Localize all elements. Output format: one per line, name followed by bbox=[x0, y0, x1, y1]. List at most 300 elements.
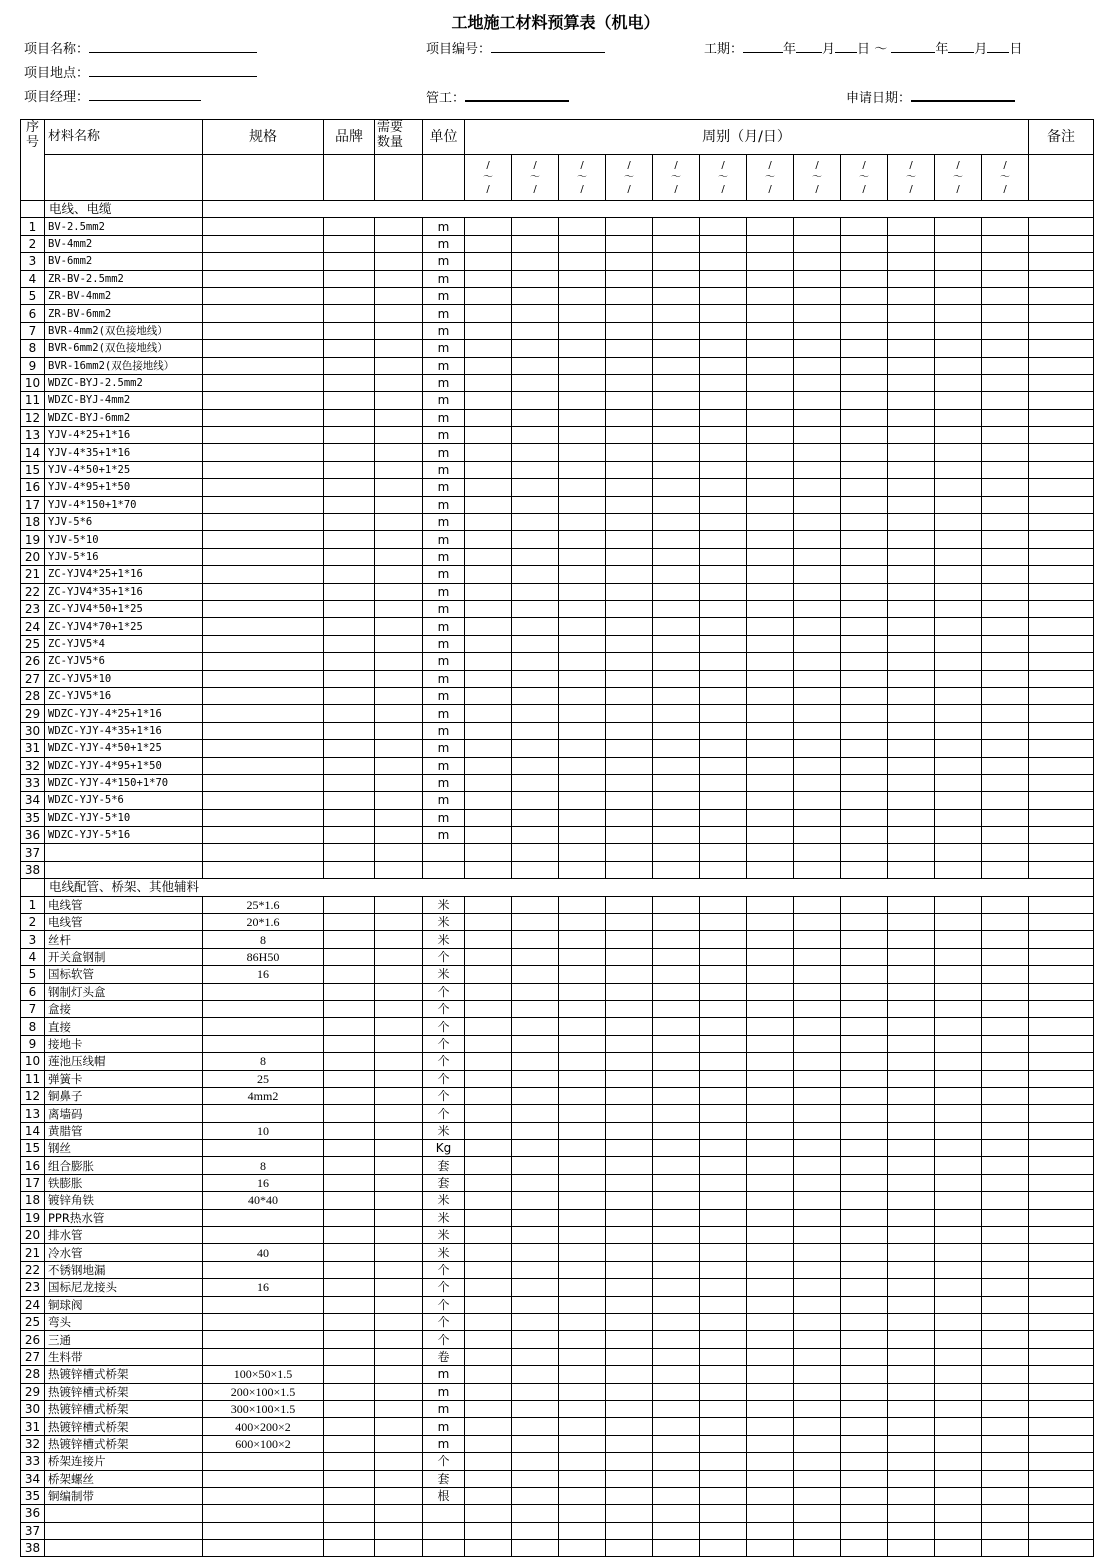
row-week-cell[interactable] bbox=[935, 392, 982, 409]
row-week-cell[interactable] bbox=[982, 374, 1029, 391]
row-week-cell[interactable] bbox=[935, 653, 982, 670]
row-qty[interactable] bbox=[375, 514, 423, 531]
row-week-cell[interactable] bbox=[512, 809, 559, 826]
row-week-cell[interactable] bbox=[982, 948, 1029, 965]
row-brand[interactable] bbox=[324, 270, 375, 287]
row-qty[interactable] bbox=[375, 1244, 423, 1261]
row-spec[interactable] bbox=[203, 1453, 324, 1470]
row-week-cell[interactable] bbox=[465, 1261, 512, 1278]
row-week-cell[interactable] bbox=[841, 1348, 888, 1365]
row-week-cell[interactable] bbox=[559, 322, 606, 339]
row-unit[interactable]: m bbox=[423, 461, 465, 478]
row-week-cell[interactable] bbox=[559, 1400, 606, 1417]
row-week-cell[interactable] bbox=[606, 531, 653, 548]
row-week-cell[interactable] bbox=[888, 461, 935, 478]
row-week-cell[interactable] bbox=[700, 1505, 747, 1522]
row-week-cell[interactable] bbox=[841, 757, 888, 774]
row-week-cell[interactable] bbox=[982, 600, 1029, 617]
row-week-cell[interactable] bbox=[982, 931, 1029, 948]
row-week-cell[interactable] bbox=[512, 374, 559, 391]
row-week-cell[interactable] bbox=[606, 514, 653, 531]
row-week-cell[interactable] bbox=[512, 531, 559, 548]
row-week-cell[interactable] bbox=[888, 1331, 935, 1348]
row-week-cell[interactable] bbox=[700, 1453, 747, 1470]
row-week-cell[interactable] bbox=[747, 1035, 794, 1052]
row-material-name[interactable]: 直接 bbox=[45, 1018, 203, 1035]
row-material-name[interactable]: 接地卡 bbox=[45, 1035, 203, 1052]
row-week-cell[interactable] bbox=[653, 287, 700, 304]
row-unit[interactable]: m bbox=[423, 357, 465, 374]
row-week-cell[interactable] bbox=[888, 427, 935, 444]
row-week-cell[interactable] bbox=[794, 1522, 841, 1539]
row-week-cell[interactable] bbox=[888, 1453, 935, 1470]
row-brand[interactable] bbox=[324, 1505, 375, 1522]
row-spec[interactable] bbox=[203, 1227, 324, 1244]
row-week-cell[interactable] bbox=[700, 1522, 747, 1539]
row-unit[interactable]: 根 bbox=[423, 1487, 465, 1504]
row-week-cell[interactable] bbox=[559, 1000, 606, 1017]
row-material-name[interactable]: YJV-4*25+1*16 bbox=[45, 427, 203, 444]
row-week-cell[interactable] bbox=[747, 896, 794, 913]
row-week-cell[interactable] bbox=[559, 444, 606, 461]
row-week-cell[interactable] bbox=[559, 392, 606, 409]
row-week-cell[interactable] bbox=[606, 1314, 653, 1331]
row-week-cell[interactable] bbox=[465, 548, 512, 565]
row-week-cell[interactable] bbox=[559, 792, 606, 809]
row-remark[interactable] bbox=[1029, 1227, 1094, 1244]
row-week-cell[interactable] bbox=[794, 566, 841, 583]
row-week-cell[interactable] bbox=[935, 461, 982, 478]
row-week-cell[interactable] bbox=[653, 357, 700, 374]
row-remark[interactable] bbox=[1029, 479, 1094, 496]
row-qty[interactable] bbox=[375, 270, 423, 287]
row-week-cell[interactable] bbox=[700, 653, 747, 670]
row-remark[interactable] bbox=[1029, 1279, 1094, 1296]
row-week-cell[interactable] bbox=[512, 827, 559, 844]
row-week-cell[interactable] bbox=[559, 635, 606, 652]
row-week-cell[interactable] bbox=[465, 1331, 512, 1348]
row-spec[interactable] bbox=[203, 340, 324, 357]
row-week-cell[interactable] bbox=[982, 427, 1029, 444]
row-week-cell[interactable] bbox=[982, 1505, 1029, 1522]
row-week-cell[interactable] bbox=[841, 322, 888, 339]
row-week-cell[interactable] bbox=[794, 1227, 841, 1244]
row-unit[interactable]: 米 bbox=[423, 1122, 465, 1139]
row-remark[interactable] bbox=[1029, 1070, 1094, 1087]
row-week-cell[interactable] bbox=[935, 896, 982, 913]
row-week-cell[interactable] bbox=[606, 861, 653, 878]
row-brand[interactable] bbox=[324, 1018, 375, 1035]
row-week-cell[interactable] bbox=[982, 1035, 1029, 1052]
row-qty[interactable] bbox=[375, 1192, 423, 1209]
row-week-cell[interactable] bbox=[982, 844, 1029, 861]
row-week-cell[interactable] bbox=[653, 1435, 700, 1452]
row-week-cell[interactable] bbox=[465, 1366, 512, 1383]
row-week-cell[interactable] bbox=[653, 1383, 700, 1400]
row-week-cell[interactable] bbox=[653, 844, 700, 861]
row-week-cell[interactable] bbox=[935, 1400, 982, 1417]
row-week-cell[interactable] bbox=[794, 583, 841, 600]
row-week-cell[interactable] bbox=[559, 409, 606, 426]
row-remark[interactable] bbox=[1029, 635, 1094, 652]
row-week-cell[interactable] bbox=[888, 1279, 935, 1296]
row-week-cell[interactable] bbox=[465, 270, 512, 287]
row-week-cell[interactable] bbox=[465, 740, 512, 757]
row-week-cell[interactable] bbox=[935, 253, 982, 270]
row-week-cell[interactable] bbox=[935, 340, 982, 357]
row-week-cell[interactable] bbox=[841, 1018, 888, 1035]
row-week-cell[interactable] bbox=[888, 287, 935, 304]
row-week-cell[interactable] bbox=[559, 305, 606, 322]
row-week-cell[interactable] bbox=[982, 861, 1029, 878]
row-week-cell[interactable] bbox=[512, 1174, 559, 1191]
row-week-cell[interactable] bbox=[465, 461, 512, 478]
row-brand[interactable] bbox=[324, 705, 375, 722]
row-week-cell[interactable] bbox=[606, 496, 653, 513]
row-week-cell[interactable] bbox=[841, 1140, 888, 1157]
row-week-cell[interactable] bbox=[935, 861, 982, 878]
row-week-cell[interactable] bbox=[559, 253, 606, 270]
row-qty[interactable] bbox=[375, 427, 423, 444]
row-week-cell[interactable] bbox=[700, 1540, 747, 1557]
row-week-cell[interactable] bbox=[794, 1314, 841, 1331]
row-week-cell[interactable] bbox=[747, 479, 794, 496]
row-week-cell[interactable] bbox=[653, 392, 700, 409]
row-week-cell[interactable] bbox=[606, 1157, 653, 1174]
row-week-cell[interactable] bbox=[653, 600, 700, 617]
row-week-cell[interactable] bbox=[606, 774, 653, 791]
row-week-cell[interactable] bbox=[653, 1540, 700, 1557]
row-spec[interactable] bbox=[203, 827, 324, 844]
row-brand[interactable] bbox=[324, 514, 375, 531]
row-week-cell[interactable] bbox=[653, 427, 700, 444]
row-week-cell[interactable] bbox=[512, 1540, 559, 1557]
row-week-cell[interactable] bbox=[935, 966, 982, 983]
row-material-name[interactable]: WDZC-YJY-4*25+1*16 bbox=[45, 705, 203, 722]
week-date-cell[interactable] bbox=[700, 155, 747, 201]
row-week-cell[interactable] bbox=[982, 1192, 1029, 1209]
row-week-cell[interactable] bbox=[465, 1470, 512, 1487]
row-week-cell[interactable] bbox=[888, 514, 935, 531]
row-week-cell[interactable] bbox=[841, 253, 888, 270]
row-material-name[interactable]: ZC-YJV5*16 bbox=[45, 687, 203, 704]
row-week-cell[interactable] bbox=[888, 966, 935, 983]
row-week-cell[interactable] bbox=[747, 653, 794, 670]
row-week-cell[interactable] bbox=[559, 1018, 606, 1035]
row-material-name[interactable]: 开关盒钢制 bbox=[45, 948, 203, 965]
row-material-name[interactable]: ZC-YJV4*70+1*25 bbox=[45, 618, 203, 635]
row-week-cell[interactable] bbox=[747, 270, 794, 287]
row-week-cell[interactable] bbox=[794, 322, 841, 339]
row-material-name[interactable]: 弯头 bbox=[45, 1314, 203, 1331]
row-week-cell[interactable] bbox=[700, 1035, 747, 1052]
row-material-name[interactable]: ZC-YJV5*10 bbox=[45, 670, 203, 687]
row-week-cell[interactable] bbox=[606, 1122, 653, 1139]
row-week-cell[interactable] bbox=[747, 1400, 794, 1417]
row-week-cell[interactable] bbox=[653, 1470, 700, 1487]
row-week-cell[interactable] bbox=[653, 1105, 700, 1122]
row-week-cell[interactable] bbox=[935, 1314, 982, 1331]
row-spec[interactable] bbox=[203, 514, 324, 531]
row-week-cell[interactable] bbox=[935, 809, 982, 826]
row-week-cell[interactable] bbox=[700, 1296, 747, 1313]
row-week-cell[interactable] bbox=[653, 322, 700, 339]
row-brand[interactable] bbox=[324, 1348, 375, 1365]
row-week-cell[interactable] bbox=[465, 1053, 512, 1070]
row-week-cell[interactable] bbox=[465, 1000, 512, 1017]
row-unit[interactable]: m bbox=[423, 635, 465, 652]
row-week-cell[interactable] bbox=[559, 496, 606, 513]
row-week-cell[interactable] bbox=[794, 253, 841, 270]
row-week-cell[interactable] bbox=[841, 1522, 888, 1539]
row-qty[interactable] bbox=[375, 1018, 423, 1035]
row-week-cell[interactable] bbox=[512, 427, 559, 444]
row-week-cell[interactable] bbox=[841, 461, 888, 478]
row-week-cell[interactable] bbox=[794, 1331, 841, 1348]
row-week-cell[interactable] bbox=[700, 305, 747, 322]
row-week-cell[interactable] bbox=[982, 357, 1029, 374]
row-week-cell[interactable] bbox=[935, 1105, 982, 1122]
row-unit[interactable]: 个 bbox=[423, 1018, 465, 1035]
row-week-cell[interactable] bbox=[653, 566, 700, 583]
row-week-cell[interactable] bbox=[935, 1261, 982, 1278]
row-week-cell[interactable] bbox=[747, 809, 794, 826]
row-week-cell[interactable] bbox=[465, 809, 512, 826]
row-week-cell[interactable] bbox=[982, 1174, 1029, 1191]
row-week-cell[interactable] bbox=[653, 670, 700, 687]
row-week-cell[interactable] bbox=[935, 1192, 982, 1209]
row-qty[interactable] bbox=[375, 531, 423, 548]
row-week-cell[interactable] bbox=[465, 1540, 512, 1557]
row-week-cell[interactable] bbox=[512, 1435, 559, 1452]
row-qty[interactable] bbox=[375, 479, 423, 496]
row-week-cell[interactable] bbox=[653, 740, 700, 757]
row-qty[interactable] bbox=[375, 1453, 423, 1470]
row-week-cell[interactable] bbox=[794, 931, 841, 948]
row-week-cell[interactable] bbox=[700, 774, 747, 791]
row-week-cell[interactable] bbox=[794, 409, 841, 426]
row-week-cell[interactable] bbox=[747, 774, 794, 791]
row-week-cell[interactable] bbox=[841, 1122, 888, 1139]
row-qty[interactable] bbox=[375, 305, 423, 322]
row-spec[interactable]: 600×100×2 bbox=[203, 1435, 324, 1452]
row-brand[interactable] bbox=[324, 1122, 375, 1139]
row-week-cell[interactable] bbox=[653, 340, 700, 357]
row-remark[interactable] bbox=[1029, 809, 1094, 826]
row-week-cell[interactable] bbox=[559, 1366, 606, 1383]
row-remark[interactable] bbox=[1029, 914, 1094, 931]
row-week-cell[interactable] bbox=[559, 600, 606, 617]
row-week-cell[interactable] bbox=[888, 1140, 935, 1157]
row-week-cell[interactable] bbox=[512, 983, 559, 1000]
row-week-cell[interactable] bbox=[512, 1400, 559, 1417]
row-week-cell[interactable] bbox=[747, 931, 794, 948]
row-week-cell[interactable] bbox=[559, 1296, 606, 1313]
row-week-cell[interactable] bbox=[747, 670, 794, 687]
row-week-cell[interactable] bbox=[606, 235, 653, 252]
row-week-cell[interactable] bbox=[794, 1418, 841, 1435]
row-material-name[interactable]: ZR-BV-2.5mm2 bbox=[45, 270, 203, 287]
row-spec[interactable] bbox=[203, 496, 324, 513]
row-week-cell[interactable] bbox=[747, 1018, 794, 1035]
row-week-cell[interactable] bbox=[606, 374, 653, 391]
week-date-cell[interactable] bbox=[512, 155, 559, 201]
row-unit[interactable] bbox=[423, 1522, 465, 1539]
row-week-cell[interactable] bbox=[794, 1487, 841, 1504]
row-week-cell[interactable] bbox=[653, 496, 700, 513]
row-week-cell[interactable] bbox=[888, 1435, 935, 1452]
row-week-cell[interactable] bbox=[982, 253, 1029, 270]
row-week-cell[interactable] bbox=[512, 235, 559, 252]
row-qty[interactable] bbox=[375, 1487, 423, 1504]
row-week-cell[interactable] bbox=[794, 809, 841, 826]
row-week-cell[interactable] bbox=[982, 809, 1029, 826]
row-week-cell[interactable] bbox=[935, 670, 982, 687]
row-week-cell[interactable] bbox=[465, 253, 512, 270]
row-week-cell[interactable] bbox=[512, 1487, 559, 1504]
row-unit[interactable]: m bbox=[423, 1366, 465, 1383]
row-brand[interactable] bbox=[324, 896, 375, 913]
row-week-cell[interactable] bbox=[512, 861, 559, 878]
row-week-cell[interactable] bbox=[841, 479, 888, 496]
row-unit[interactable]: 个 bbox=[423, 983, 465, 1000]
row-week-cell[interactable] bbox=[841, 1261, 888, 1278]
row-week-cell[interactable] bbox=[653, 1244, 700, 1261]
row-remark[interactable] bbox=[1029, 270, 1094, 287]
row-week-cell[interactable] bbox=[700, 1487, 747, 1504]
row-material-name[interactable]: BV-2.5mm2 bbox=[45, 218, 203, 235]
row-week-cell[interactable] bbox=[512, 914, 559, 931]
row-week-cell[interactable] bbox=[700, 548, 747, 565]
row-week-cell[interactable] bbox=[982, 827, 1029, 844]
row-unit[interactable]: m bbox=[423, 444, 465, 461]
row-brand[interactable] bbox=[324, 792, 375, 809]
row-week-cell[interactable] bbox=[794, 1209, 841, 1226]
row-week-cell[interactable] bbox=[653, 966, 700, 983]
row-week-cell[interactable] bbox=[935, 948, 982, 965]
row-week-cell[interactable] bbox=[465, 1209, 512, 1226]
row-remark[interactable] bbox=[1029, 444, 1094, 461]
row-brand[interactable] bbox=[324, 774, 375, 791]
row-week-cell[interactable] bbox=[841, 1174, 888, 1191]
row-week-cell[interactable] bbox=[653, 1348, 700, 1365]
row-week-cell[interactable] bbox=[465, 1487, 512, 1504]
row-brand[interactable] bbox=[324, 1435, 375, 1452]
row-week-cell[interactable] bbox=[888, 1366, 935, 1383]
row-week-cell[interactable] bbox=[653, 931, 700, 948]
row-week-cell[interactable] bbox=[841, 600, 888, 617]
row-week-cell[interactable] bbox=[465, 1105, 512, 1122]
row-unit[interactable]: m bbox=[423, 548, 465, 565]
row-week-cell[interactable] bbox=[559, 705, 606, 722]
row-qty[interactable] bbox=[375, 1053, 423, 1070]
row-unit[interactable]: 米 bbox=[423, 966, 465, 983]
row-week-cell[interactable] bbox=[700, 1087, 747, 1104]
row-week-cell[interactable] bbox=[794, 1261, 841, 1278]
row-week-cell[interactable] bbox=[888, 1035, 935, 1052]
row-week-cell[interactable] bbox=[982, 687, 1029, 704]
row-week-cell[interactable] bbox=[982, 1383, 1029, 1400]
row-week-cell[interactable] bbox=[841, 1540, 888, 1557]
row-spec[interactable] bbox=[203, 218, 324, 235]
row-spec[interactable] bbox=[203, 705, 324, 722]
row-qty[interactable] bbox=[375, 1505, 423, 1522]
row-week-cell[interactable] bbox=[559, 1261, 606, 1278]
row-week-cell[interactable] bbox=[559, 1348, 606, 1365]
row-week-cell[interactable] bbox=[982, 1435, 1029, 1452]
row-week-cell[interactable] bbox=[559, 844, 606, 861]
row-week-cell[interactable] bbox=[794, 392, 841, 409]
row-material-name[interactable]: 离墙码 bbox=[45, 1105, 203, 1122]
row-spec[interactable] bbox=[203, 461, 324, 478]
row-week-cell[interactable] bbox=[653, 705, 700, 722]
row-unit[interactable]: 个 bbox=[423, 1453, 465, 1470]
row-week-cell[interactable] bbox=[888, 618, 935, 635]
period-field[interactable] bbox=[704, 38, 1022, 59]
row-material-name[interactable]: 镀锌角铁 bbox=[45, 1192, 203, 1209]
row-week-cell[interactable] bbox=[512, 340, 559, 357]
row-week-cell[interactable] bbox=[982, 1279, 1029, 1296]
row-remark[interactable] bbox=[1029, 670, 1094, 687]
row-week-cell[interactable] bbox=[559, 687, 606, 704]
row-week-cell[interactable] bbox=[653, 1366, 700, 1383]
row-week-cell[interactable] bbox=[700, 427, 747, 444]
row-remark[interactable] bbox=[1029, 896, 1094, 913]
row-week-cell[interactable] bbox=[465, 1140, 512, 1157]
row-week-cell[interactable] bbox=[700, 1157, 747, 1174]
row-spec[interactable] bbox=[203, 600, 324, 617]
row-week-cell[interactable] bbox=[700, 1244, 747, 1261]
row-unit[interactable]: 套 bbox=[423, 1174, 465, 1191]
row-week-cell[interactable] bbox=[982, 1122, 1029, 1139]
row-week-cell[interactable] bbox=[700, 983, 747, 1000]
row-material-name[interactable]: 电线管 bbox=[45, 914, 203, 931]
row-qty[interactable] bbox=[375, 705, 423, 722]
row-unit[interactable]: m bbox=[423, 774, 465, 791]
row-week-cell[interactable] bbox=[794, 1157, 841, 1174]
row-week-cell[interactable] bbox=[982, 1366, 1029, 1383]
row-brand[interactable] bbox=[324, 1540, 375, 1557]
row-week-cell[interactable] bbox=[606, 409, 653, 426]
row-week-cell[interactable] bbox=[653, 479, 700, 496]
row-unit[interactable]: 米 bbox=[423, 1209, 465, 1226]
row-week-cell[interactable] bbox=[747, 305, 794, 322]
row-week-cell[interactable] bbox=[653, 1122, 700, 1139]
row-unit[interactable]: 卷 bbox=[423, 1348, 465, 1365]
row-week-cell[interactable] bbox=[794, 687, 841, 704]
row-week-cell[interactable] bbox=[982, 305, 1029, 322]
row-week-cell[interactable] bbox=[841, 1244, 888, 1261]
row-unit[interactable]: 套 bbox=[423, 1157, 465, 1174]
row-week-cell[interactable] bbox=[794, 1000, 841, 1017]
row-week-cell[interactable] bbox=[935, 374, 982, 391]
row-week-cell[interactable] bbox=[935, 1279, 982, 1296]
row-spec[interactable]: 300×100×1.5 bbox=[203, 1400, 324, 1417]
row-week-cell[interactable] bbox=[606, 722, 653, 739]
row-week-cell[interactable] bbox=[606, 444, 653, 461]
row-remark[interactable] bbox=[1029, 548, 1094, 565]
row-week-cell[interactable] bbox=[888, 1418, 935, 1435]
row-material-name[interactable]: 桥架螺丝 bbox=[45, 1470, 203, 1487]
row-brand[interactable] bbox=[324, 531, 375, 548]
row-week-cell[interactable] bbox=[465, 618, 512, 635]
row-week-cell[interactable] bbox=[512, 1070, 559, 1087]
row-week-cell[interactable] bbox=[606, 287, 653, 304]
row-week-cell[interactable] bbox=[888, 844, 935, 861]
row-brand[interactable] bbox=[324, 618, 375, 635]
row-week-cell[interactable] bbox=[653, 531, 700, 548]
row-week-cell[interactable] bbox=[982, 1453, 1029, 1470]
